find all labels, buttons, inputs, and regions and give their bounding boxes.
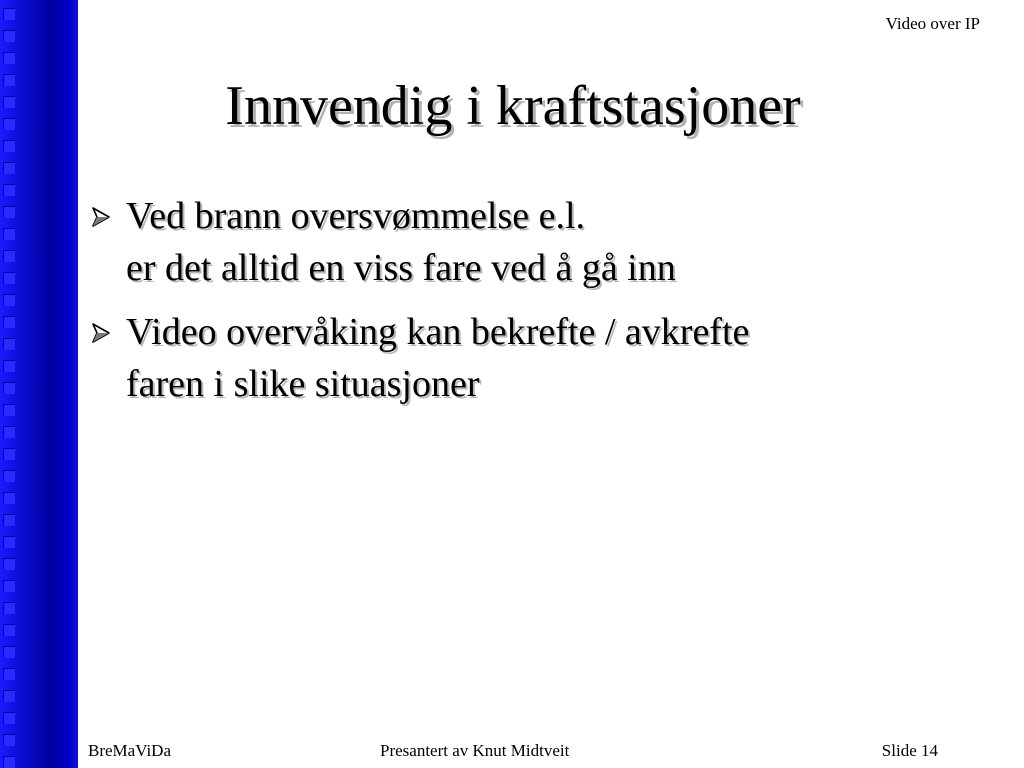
filmstrip-hole xyxy=(3,74,15,86)
filmstrip-hole xyxy=(3,382,15,394)
filmstrip-hole xyxy=(3,536,15,548)
left-decorative-band xyxy=(0,0,78,768)
arrowhead-bullet-icon xyxy=(88,204,114,230)
filmstrip-hole xyxy=(3,646,15,658)
filmstrip-hole xyxy=(3,448,15,460)
filmstrip-hole xyxy=(3,558,15,570)
filmstrip-hole xyxy=(3,360,15,372)
filmstrip-hole xyxy=(3,228,15,240)
footer-left-text: BreMaViDa xyxy=(88,741,172,760)
filmstrip-hole xyxy=(3,492,15,504)
filmstrip-hole xyxy=(3,316,15,328)
filmstrip-hole xyxy=(3,404,15,416)
filmstrip-hole xyxy=(3,8,15,20)
filmstrip-hole xyxy=(3,206,15,218)
bullet-item xyxy=(88,190,988,294)
filmstrip-hole xyxy=(3,30,15,42)
footer-center-text: Presantert av Knut Midtveit xyxy=(380,741,570,760)
filmstrip-hole xyxy=(3,162,15,174)
bullet-text-line: faren i slike situasjoner xyxy=(126,363,480,405)
filmstrip-hole xyxy=(3,272,15,284)
filmstrip-hole xyxy=(3,734,15,746)
filmstrip-hole xyxy=(3,184,15,196)
filmstrip-hole xyxy=(3,118,15,130)
footer-slide-number: Slide 14 xyxy=(881,741,938,760)
filmstrip-hole xyxy=(3,426,15,438)
bullet-text-line: Video overvåking kan bekrefte / avkrefte xyxy=(126,311,750,353)
filmstrip-hole xyxy=(3,250,15,262)
filmstrip-hole xyxy=(3,140,15,152)
filmstrip-decoration xyxy=(0,0,18,768)
filmstrip-hole xyxy=(3,338,15,350)
bullet-list xyxy=(88,190,988,422)
header-label: Video over IP xyxy=(885,14,980,33)
filmstrip-hole xyxy=(3,690,15,702)
filmstrip-hole xyxy=(3,294,15,306)
arrowhead-bullet-icon xyxy=(88,320,114,346)
filmstrip-hole xyxy=(3,756,15,768)
filmstrip-hole xyxy=(3,580,15,592)
bullet-item xyxy=(88,306,988,410)
filmstrip-hole xyxy=(3,624,15,636)
filmstrip-hole xyxy=(3,712,15,724)
filmstrip-hole xyxy=(3,668,15,680)
filmstrip-hole xyxy=(3,470,15,482)
bullet-text-line: Ved brann oversvømmelse e.l. xyxy=(126,195,586,237)
filmstrip-hole xyxy=(3,602,15,614)
bullet-text-line: er det alltid en viss fare ved å gå inn xyxy=(126,247,676,289)
slide-title: Innvendig i kraftstasjoner xyxy=(225,75,801,137)
filmstrip-hole xyxy=(3,96,15,108)
filmstrip-hole xyxy=(3,514,15,526)
filmstrip-hole xyxy=(3,52,15,64)
